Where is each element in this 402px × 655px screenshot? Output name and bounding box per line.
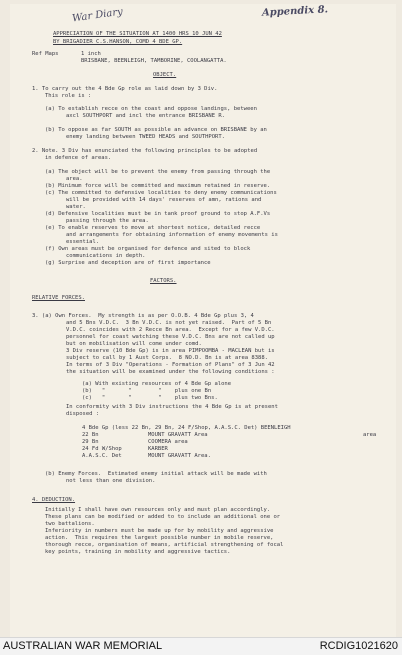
ref-maps-label: Ref Maps (32, 51, 59, 57)
para2-item: water. (66, 204, 86, 210)
para1-a-2: axcl SOUTHPORT and incl the entrance BRISBANE R. (66, 113, 225, 119)
para2-lead: 2. Note. 3 Div has enunciated the following principles to be adopted (32, 148, 258, 154)
para3-line: personnel for coast watching these V.D.C. Bns are not called up (66, 334, 275, 340)
disposition-unit: 22 Bn (82, 432, 99, 438)
condition-b: (b) " " " plus one Bn (82, 388, 212, 394)
para2-item: (b) Minimum force will be committed and maximum retained in reserve. (45, 183, 271, 189)
para2-item: (e) To enable reserves to move at shortest notice, detailed recce (45, 225, 261, 231)
para1-b-2: enemy landing between TWEED HEADS and SOUTHPORT. (66, 134, 225, 140)
ref-maps-sheets: BRISBANE, BEENLEIGH, TAMBORINE, COOLANGATTA. (81, 58, 227, 64)
para1-b-1: (b) To oppose as far SOUTH as possible an advance on BRISBANE by an (45, 127, 267, 133)
para3-line: subject to call by 1 Aust Corps. 8 NO.D. Bn is at area 8388. (66, 355, 268, 361)
para3-line: 3. (a) Own Forces. My strength is as per O.O.B. 4 Bde Gp plus 3, 4 (32, 313, 254, 319)
condition-c: (c) " " " plus two Bns. (82, 395, 218, 401)
para2-item: passing through the area. (66, 218, 149, 224)
disposition-location: COOMERA area (148, 439, 188, 445)
disposition-location: KARBER (148, 446, 168, 452)
para2-item: (c) The committed to defensive localities to deny enemy communications (45, 190, 277, 196)
para1-lead2: This role is : (45, 93, 92, 99)
para3-line: the situation will be examined under the following conditions : (66, 369, 275, 375)
para4-line: Initially I shall have own resources only and must plan accordingly. (45, 507, 271, 513)
disposition-unit: A.A.S.C. Det (82, 453, 122, 459)
para2-item: (f) Own areas must be organised for defence and sited to block (45, 246, 251, 252)
para3-b-1: (b) Enemy Forces. Estimated enemy initial attack will be made with (45, 471, 267, 477)
archive-name: AUSTRALIAN WAR MEMORIAL (3, 640, 163, 652)
handwritten-note-war-diary: War Diary (71, 6, 124, 25)
para2-item: area. (66, 176, 83, 182)
para2-item: essential. (66, 239, 100, 245)
disposition-location: MOUNT GRAVATT Area (148, 432, 208, 438)
disposition-unit: 29 Bn (82, 439, 99, 445)
para4-line: These plans can be modified or added to to include an additional one or (45, 514, 281, 520)
para2-item: communications in depth. (66, 253, 146, 259)
disposition-header: 4 Bde Gp (less 22 Bn, 29 Bn, 24 F/Shop, A.A.S.C. Det) BEENLEIGH (82, 425, 291, 431)
section-object: OBJECT. (153, 72, 177, 78)
record-id: RCDIG1021620 (319, 640, 398, 652)
para4-line: two battalions. (45, 521, 95, 527)
handwritten-note-appendix: Appendix 8. (261, 4, 329, 19)
title-line-1: APPRECIATION OF THE SITUATION AT 1400 HRS 10 JUN 42 (53, 31, 222, 37)
para1-lead: 1. To carry out the 4 Bde Gp role as laid down by 3 Div. (32, 86, 218, 92)
para4-line: Inferiority in numbers must be made up for by mobility and aggressive (45, 528, 274, 534)
condition-a: (a) With existing resources of 4 Bde Gp alone (82, 381, 232, 387)
disposition-location: MOUNT GRAVATT Area. (148, 453, 211, 459)
para2-lead2: in defence of areas. (45, 155, 112, 161)
para2-item: will be provided with 14 days' reserves of amn, rations and (66, 197, 262, 203)
para3-line: V.D.C. coincides with 2 Recce Bn area. Except for a few V.D.C. (66, 327, 275, 333)
para4-line: key points, training in mobility and aggressive tactics. (45, 549, 231, 555)
section-relative-forces: RELATIVE FORCES. (32, 295, 85, 301)
title-line-2: BY BRIGADIER C.S.HANSON, COMD 4 BDE GP. (53, 39, 183, 45)
para3-line: and 5 Bns V.D.C. 3 Bn V.D.C. is not yet raised. Part of 5 Bn (66, 320, 272, 326)
deduction-heading: 4. DEDUCTION. (32, 497, 76, 503)
para2-item: (g) Surprise and deception are of first importance (45, 260, 211, 266)
para3-b-2: not less than one division. (66, 478, 156, 484)
para2-item: (a) The object will be to prevent the enemy from passing through the (45, 169, 271, 175)
para4-line: thorough recce, organisation of means, artificial strengthening of focal (45, 542, 284, 548)
para1-a-1: (a) To establish recce on the coast and oppose landings, between (45, 106, 257, 112)
para3-line: In terms of 3 Div "Operations - Formation of Plans" of 3 Jun 42 (66, 362, 275, 368)
archive-footer (0, 637, 402, 655)
para3-after: disposed : (66, 411, 100, 417)
section-factors: FACTORS. (150, 278, 177, 284)
para3-line: but on mobilisation will come under comd. (66, 341, 202, 347)
para3-line: 3 Div reserve (10 Bde Gp) is in area PIMPOOMBA - MACLEAN but is (66, 348, 275, 354)
disposition-unit: 24 Fd W/Shop (82, 446, 122, 452)
ref-maps-scale: 1 inch (81, 51, 101, 57)
para4-line: action. This requires the largest possible number in mobile reserve, (45, 535, 274, 541)
para2-item: (d) Defensive localities must be in tank proof ground to stop A.F.Vs (45, 211, 271, 217)
disposition-header-cont: area (363, 432, 377, 438)
para3-after: In conformity with 3 Div instructions the 4 Bde Gp is at present (66, 404, 278, 410)
para2-item: and arrangements for obtaining information of enemy movements is (66, 232, 278, 238)
